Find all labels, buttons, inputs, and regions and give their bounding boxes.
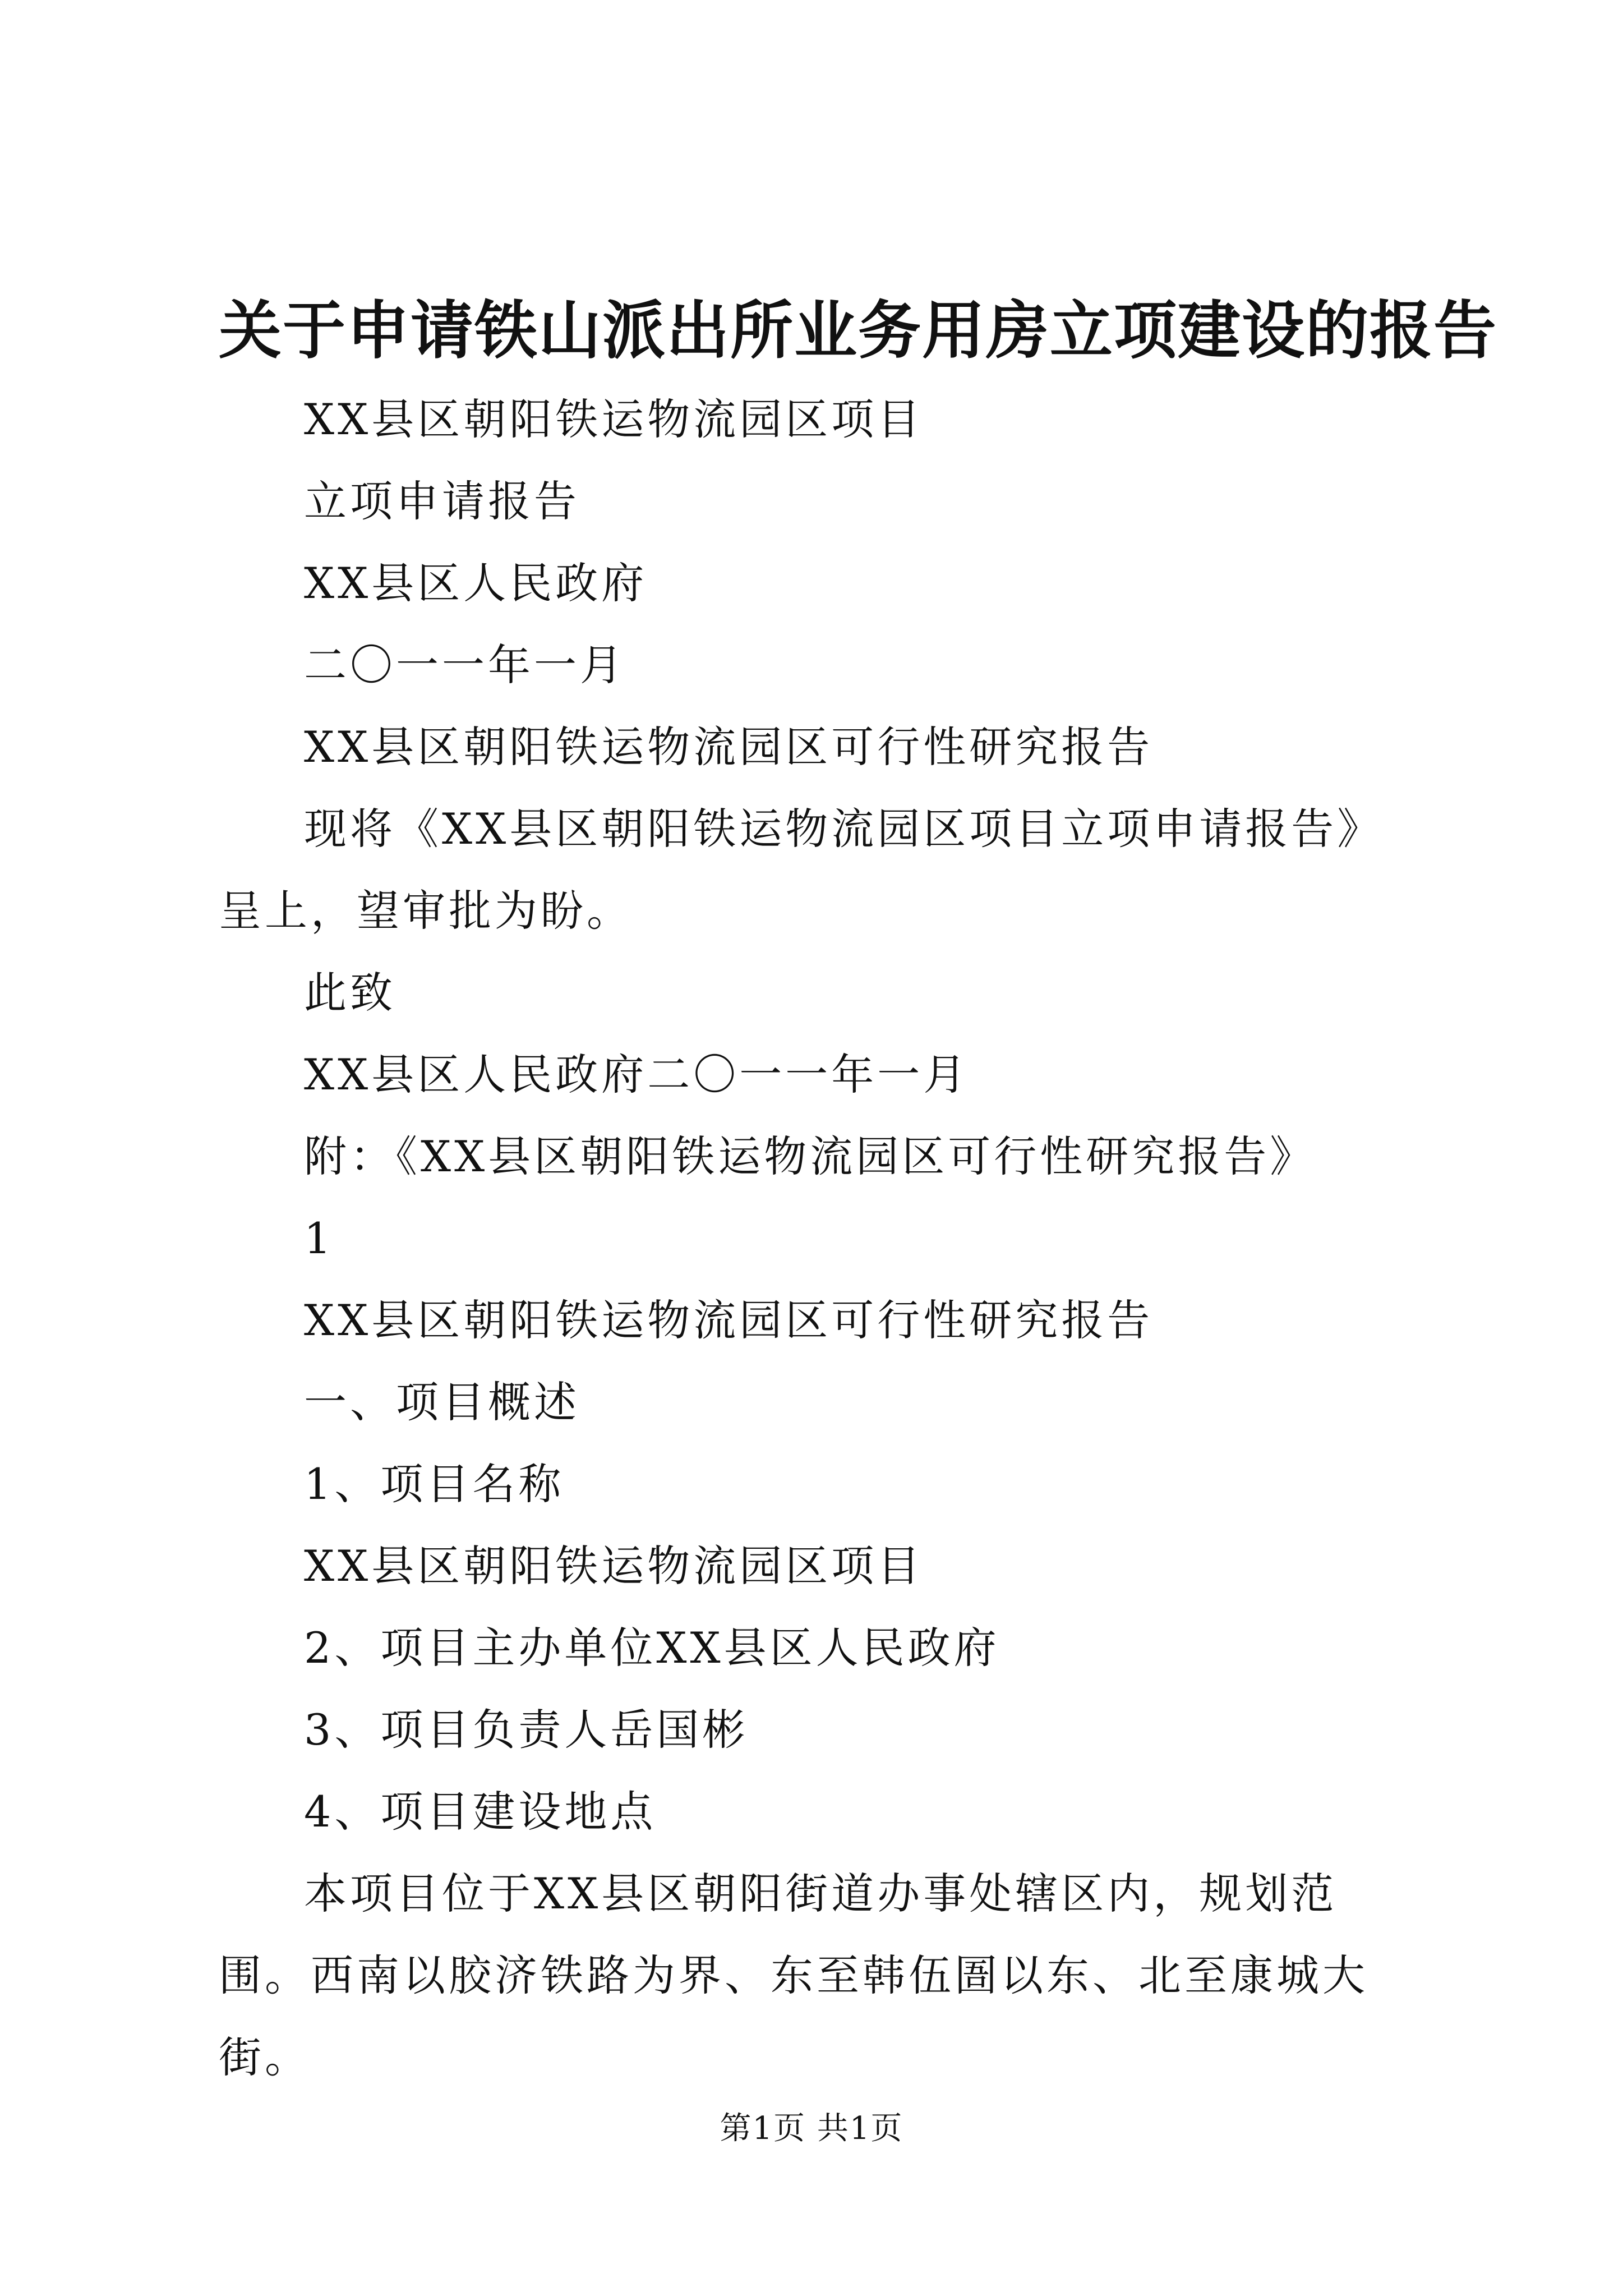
paragraph: 2、项目主办单位XX县区人民政府 bbox=[304, 1623, 1000, 1673]
paragraph: XX县区朝阳铁运物流园区可行性研究报告 bbox=[304, 722, 1154, 772]
paragraph: XX县区人民政府 bbox=[304, 558, 648, 608]
paragraph: 附：《XX县区朝阳铁运物流园区可行性研究报告》 bbox=[304, 1131, 1316, 1181]
paragraph: 本项目位于XX县区朝阳街道办事处辖区内，规划范围。西南以胶济铁路为界、东至韩伍圄以东、北至康城大街。 bbox=[219, 1869, 1368, 2082]
paragraph: 现将《XX县区朝阳铁运物流园区项目立项申请报告》呈上，望审批为盼。 bbox=[219, 804, 1384, 936]
paragraph: 一、项目概述 bbox=[304, 1377, 580, 1427]
page-footer: 第1页 共1页 bbox=[720, 2110, 903, 2147]
paragraph: 1 bbox=[304, 1213, 335, 1263]
paragraph: 立项申请报告 bbox=[304, 476, 580, 526]
paragraph: XX县区朝阳铁运物流园区项目 bbox=[304, 1541, 924, 1591]
paragraph: 4、项目建设地点 bbox=[304, 1787, 657, 1837]
document-title: 关于申请铁山派出所业务用房立项建设的报告 bbox=[219, 294, 1497, 367]
paragraph: 3、项目负责人岳国彬 bbox=[304, 1705, 749, 1755]
paragraph: 1、项目名称 bbox=[304, 1459, 565, 1509]
paragraph: XX县区朝阳铁运物流园区项目 bbox=[304, 394, 924, 444]
paragraph: 二〇一一年一月 bbox=[304, 640, 626, 690]
document-body bbox=[219, 379, 1410, 2099]
paragraph: XX县区朝阳铁运物流园区可行性研究报告 bbox=[304, 1295, 1154, 1345]
paragraph: 此致 bbox=[304, 968, 396, 1018]
paragraph: XX县区人民政府二〇一一年一月 bbox=[304, 1050, 970, 1099]
